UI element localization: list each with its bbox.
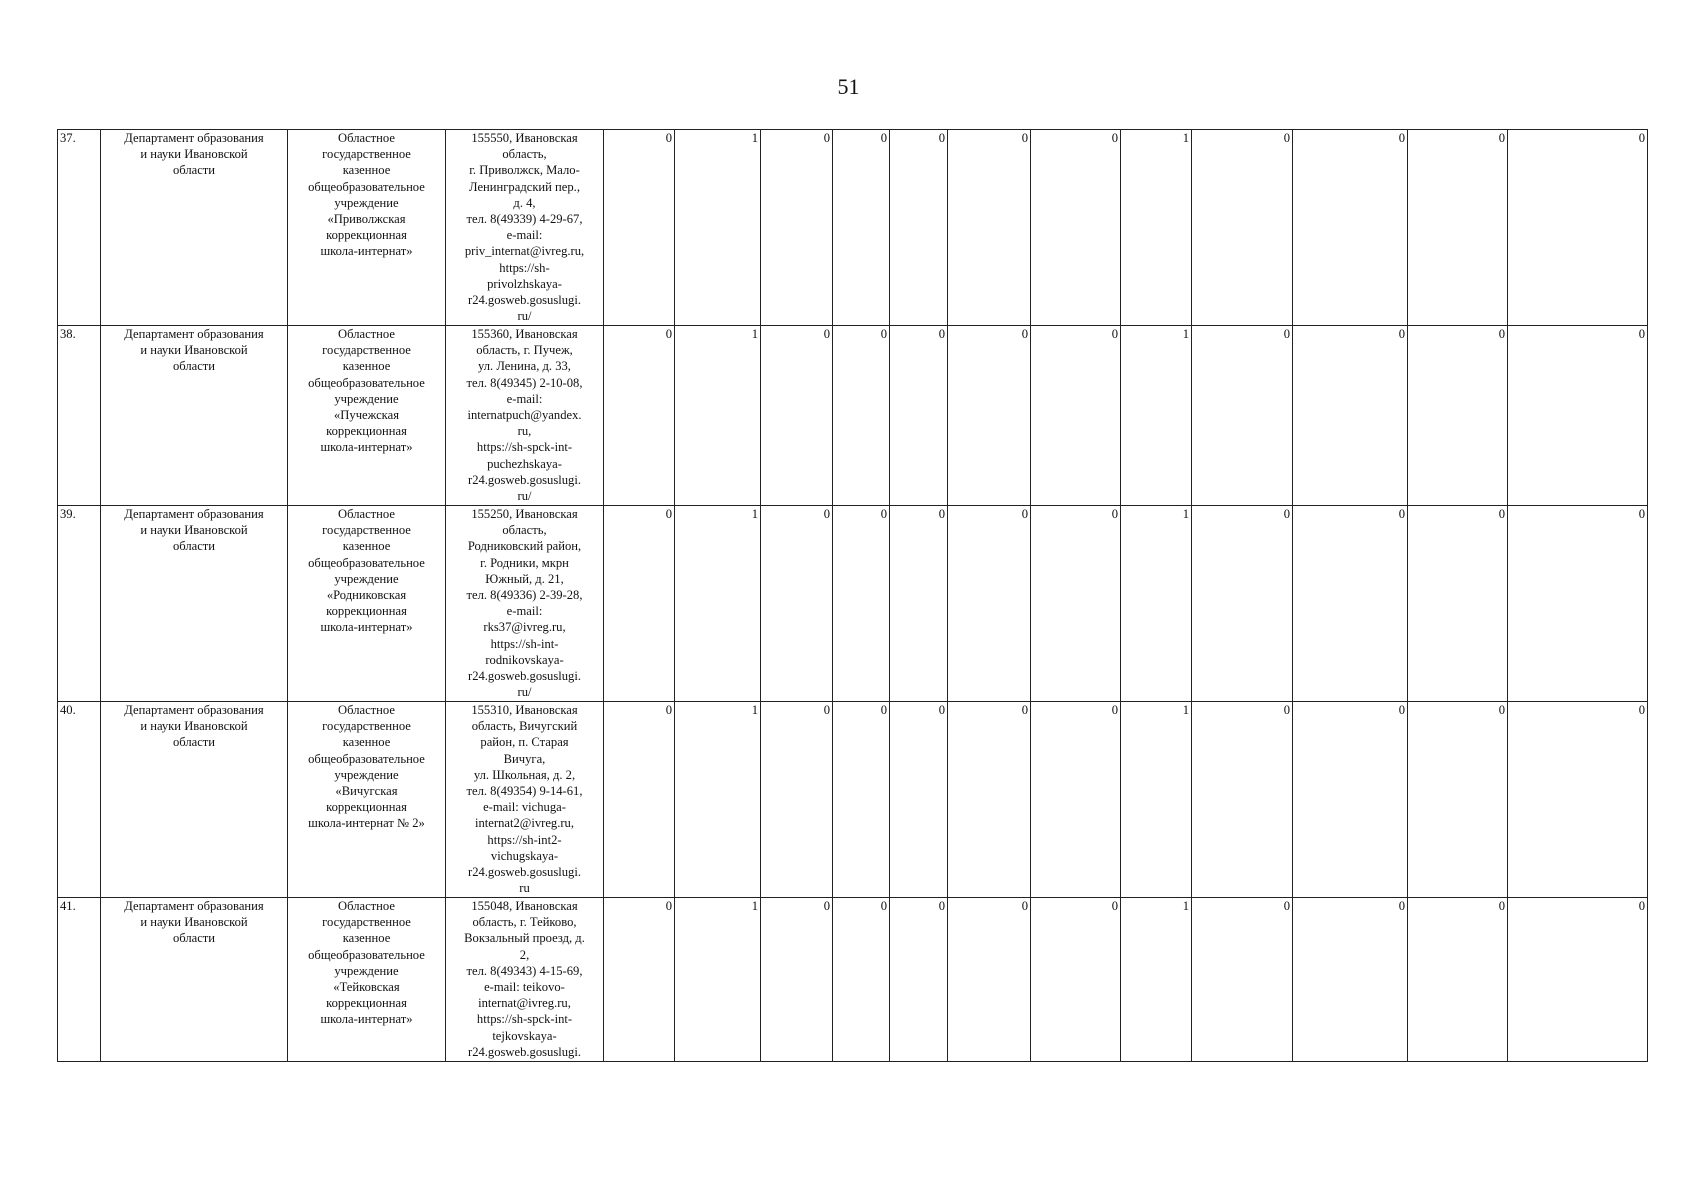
address-cell xyxy=(446,898,604,1062)
organization-line: учреждение xyxy=(334,391,399,406)
department-line: и науки Ивановской xyxy=(140,523,248,538)
department-cell xyxy=(101,326,288,506)
organization-line: Областное xyxy=(338,899,395,913)
department-line: Департамент образования xyxy=(124,703,264,717)
value-cell: 0 xyxy=(1192,506,1293,702)
organization-line: школа-интернат № 2» xyxy=(308,816,425,831)
row-number: 37. xyxy=(58,130,101,326)
department-line: и науки Ивановской xyxy=(140,719,248,734)
value-cell: 0 xyxy=(833,326,890,506)
table-body xyxy=(58,130,1648,1062)
value-cell: 0 xyxy=(1192,898,1293,1062)
organization-line: коррекционная xyxy=(326,996,407,1011)
value-cell: 0 xyxy=(948,326,1031,506)
value-cell: 0 xyxy=(1192,326,1293,506)
value-cell: 1 xyxy=(675,506,761,702)
address-line: puchezhskaya- xyxy=(487,456,562,471)
department-line: Департамент образования xyxy=(124,899,264,913)
value-cell: 0 xyxy=(1192,130,1293,326)
value-cell: 0 xyxy=(1031,326,1121,506)
value-cell: 0 xyxy=(833,898,890,1062)
value-cell: 0 xyxy=(1293,898,1408,1062)
value-cell: 0 xyxy=(833,130,890,326)
value-cell: 0 xyxy=(890,506,948,702)
organization-line: коррекционная xyxy=(326,800,407,815)
value-cell: 0 xyxy=(604,506,675,702)
address-line: ru, xyxy=(517,424,532,439)
table-row xyxy=(58,898,1648,1062)
address-line: 155310, Ивановская xyxy=(471,703,578,717)
address-line: область, Вичугский xyxy=(471,719,578,734)
address-line: область, xyxy=(502,147,547,162)
value-cell: 1 xyxy=(1121,506,1192,702)
address-line: ru/ xyxy=(517,309,532,324)
address-line: rodnikovskaya- xyxy=(485,652,564,667)
address-line: Ленинградский пер., xyxy=(469,179,580,194)
organization-cell xyxy=(288,326,446,506)
value-cell: 0 xyxy=(761,326,833,506)
value-cell: 1 xyxy=(675,326,761,506)
value-cell: 0 xyxy=(890,130,948,326)
organization-line: коррекционная xyxy=(326,604,407,619)
address-line: e-mail: xyxy=(506,604,543,619)
department-line: и науки Ивановской xyxy=(140,915,248,930)
organization-line: общеобразовательное xyxy=(308,375,425,390)
department-line: Департамент образования xyxy=(124,327,264,341)
department-line: Департамент образования xyxy=(124,131,264,145)
value-cell: 1 xyxy=(1121,130,1192,326)
organization-line: государственное xyxy=(322,147,411,162)
department-line: области xyxy=(172,539,216,554)
value-cell: 0 xyxy=(1408,130,1508,326)
organization-line: государственное xyxy=(322,343,411,358)
address-line: Вокзальный проезд, д. xyxy=(464,931,585,946)
value-cell: 0 xyxy=(1293,702,1408,898)
organization-line: государственное xyxy=(322,523,411,538)
value-cell: 0 xyxy=(1192,702,1293,898)
address-line: область, г. Тейково, xyxy=(472,915,577,930)
address-line: 155360, Ивановская xyxy=(471,327,578,341)
address-line: priv_internat@ivreg.ru, xyxy=(464,244,585,259)
address-line: область, xyxy=(502,523,547,538)
organization-line: Областное xyxy=(338,703,395,717)
address-line: ул. Школьная, д. 2, xyxy=(473,767,576,782)
address-line: область, г. Пучеж, xyxy=(476,343,573,358)
value-cell: 0 xyxy=(1293,130,1408,326)
organization-line: Областное xyxy=(338,131,395,145)
organization-line: государственное xyxy=(322,915,411,930)
address-line: https://sh- xyxy=(499,260,550,275)
table-row xyxy=(58,506,1648,702)
address-line: тел. 8(49336) 2-39-28, xyxy=(466,588,583,603)
organization-line: «Вичугская xyxy=(335,784,398,799)
organization-cell xyxy=(288,702,446,898)
value-cell: 1 xyxy=(1121,702,1192,898)
department-line: области xyxy=(172,735,216,750)
organization-cell xyxy=(288,506,446,702)
value-cell: 0 xyxy=(761,130,833,326)
address-line: r24.gosweb.gosuslugi. xyxy=(468,669,581,684)
address-line: privolzhskaya- xyxy=(487,276,562,291)
value-cell: 0 xyxy=(948,898,1031,1062)
value-cell: 0 xyxy=(1408,898,1508,1062)
address-line: vichugskaya- xyxy=(490,848,559,863)
organization-line: «Тейковская xyxy=(333,980,400,995)
address-line: район, п. Старая xyxy=(480,735,569,750)
address-line: 155550, Ивановская xyxy=(471,131,578,145)
table-row xyxy=(58,130,1648,326)
organization-cell xyxy=(288,898,446,1062)
value-cell: 0 xyxy=(948,506,1031,702)
value-cell: 0 xyxy=(761,506,833,702)
value-cell: 0 xyxy=(833,506,890,702)
row-number: 41. xyxy=(58,898,101,1062)
value-cell: 0 xyxy=(604,898,675,1062)
address-line: 155048, Ивановская xyxy=(471,899,578,913)
address-line: https://sh-spck-int- xyxy=(476,1012,573,1027)
address-line: rks37@ivreg.ru, xyxy=(483,620,566,635)
department-cell xyxy=(101,506,288,702)
value-cell: 0 xyxy=(948,130,1031,326)
organization-line: «Родниковская xyxy=(326,588,407,603)
value-cell: 0 xyxy=(761,702,833,898)
address-line: r24.gosweb.gosuslugi. xyxy=(468,293,581,308)
organization-line: казенное xyxy=(342,931,391,946)
address-line: internat2@ivreg.ru, xyxy=(474,816,575,831)
organization-line: «Пучежская xyxy=(334,408,399,423)
table-row xyxy=(58,326,1648,506)
address-line: Вичуга, xyxy=(503,751,546,766)
page-number: 51 xyxy=(837,74,860,99)
value-cell: 0 xyxy=(948,702,1031,898)
department-cell xyxy=(101,130,288,326)
value-cell: 1 xyxy=(675,898,761,1062)
address-cell xyxy=(446,130,604,326)
department-line: и науки Ивановской xyxy=(140,147,248,162)
address-line: e-mail: xyxy=(506,228,543,243)
row-number: 39. xyxy=(58,506,101,702)
department-cell xyxy=(101,898,288,1062)
address-line: r24.gosweb.gosuslugi. xyxy=(468,865,581,880)
value-cell: 0 xyxy=(604,326,675,506)
value-cell: 1 xyxy=(675,702,761,898)
organization-line: школа-интернат» xyxy=(320,244,413,259)
value-cell: 0 xyxy=(761,898,833,1062)
value-cell: 1 xyxy=(1121,326,1192,506)
organization-line: коррекционная xyxy=(326,228,407,243)
address-line: ru xyxy=(519,881,530,896)
address-line: internatpuch@yandex. xyxy=(467,408,582,423)
organization-line: школа-интернат» xyxy=(320,440,413,455)
department-line: области xyxy=(172,359,216,374)
address-line: e-mail: vichuga- xyxy=(483,800,566,815)
address-line: Южный, д. 21, xyxy=(485,571,564,586)
row-number: 38. xyxy=(58,326,101,506)
organization-line: государственное xyxy=(322,719,411,734)
organization-line: учреждение xyxy=(334,571,399,586)
organization-line: казенное xyxy=(342,539,391,554)
value-cell: 0 xyxy=(1508,702,1648,898)
address-line: Родниковский район, xyxy=(467,539,582,554)
organization-line: общеобразовательное xyxy=(308,179,425,194)
organization-line: «Приволжская xyxy=(327,212,406,227)
organization-cell xyxy=(288,130,446,326)
value-cell: 1 xyxy=(1121,898,1192,1062)
address-line: тел. 8(49343) 4-15-69, xyxy=(466,963,583,978)
address-line: г. Приволжск, Мало- xyxy=(469,163,580,178)
organization-line: учреждение xyxy=(334,195,399,210)
address-line: д. 4, xyxy=(513,195,536,210)
value-cell: 0 xyxy=(1408,326,1508,506)
address-line: ru/ xyxy=(517,685,532,700)
address-line: тел. 8(49345) 2-10-08, xyxy=(466,375,583,390)
address-cell xyxy=(446,506,604,702)
address-line: https://sh-int2- xyxy=(487,832,562,847)
value-cell: 0 xyxy=(1031,506,1121,702)
value-cell: 0 xyxy=(1031,702,1121,898)
address-line: r24.gosweb.gosuslugi. xyxy=(468,472,581,487)
organization-line: Областное xyxy=(338,507,395,521)
organization-line: казенное xyxy=(342,163,391,178)
department-line: и науки Ивановской xyxy=(140,343,248,358)
organization-line: учреждение xyxy=(334,767,399,782)
value-cell: 0 xyxy=(1031,898,1121,1062)
organization-line: общеобразовательное xyxy=(308,947,425,962)
value-cell: 0 xyxy=(1508,898,1648,1062)
value-cell: 0 xyxy=(604,130,675,326)
value-cell: 0 xyxy=(890,898,948,1062)
value-cell: 0 xyxy=(604,702,675,898)
address-line: 155250, Ивановская xyxy=(471,507,578,521)
organization-line: казенное xyxy=(342,359,391,374)
address-line: https://sh-int- xyxy=(490,636,559,651)
value-cell: 0 xyxy=(890,702,948,898)
value-cell: 0 xyxy=(833,702,890,898)
row-number: 40. xyxy=(58,702,101,898)
address-line: 2, xyxy=(519,947,530,962)
address-line: г. Родники, мкрн xyxy=(480,555,569,570)
value-cell: 0 xyxy=(1408,506,1508,702)
address-line: тел. 8(49354) 9-14-61, xyxy=(466,784,583,799)
data-table xyxy=(57,129,1648,1062)
address-line: e-mail: teikovo- xyxy=(484,980,565,995)
value-cell: 0 xyxy=(1031,130,1121,326)
organization-line: учреждение xyxy=(334,963,399,978)
value-cell: 0 xyxy=(1293,506,1408,702)
department-line: области xyxy=(172,163,216,178)
organization-line: общеобразовательное xyxy=(308,555,425,570)
address-cell xyxy=(446,702,604,898)
value-cell: 0 xyxy=(1293,326,1408,506)
address-line: e-mail: xyxy=(506,391,543,406)
organization-line: Областное xyxy=(338,327,395,341)
organization-line: школа-интернат» xyxy=(320,1012,413,1027)
address-line: tejkovskaya- xyxy=(492,1028,557,1043)
department-line: области xyxy=(172,931,216,946)
department-cell xyxy=(101,702,288,898)
address-line: https://sh-spck-int- xyxy=(476,440,573,455)
value-cell: 0 xyxy=(1408,702,1508,898)
organization-line: казенное xyxy=(342,735,391,750)
address-line: ru/ xyxy=(517,489,532,504)
table-row xyxy=(58,702,1648,898)
address-line: internat@ivreg.ru, xyxy=(478,996,571,1011)
address-line: тел. 8(49339) 4-29-67, xyxy=(466,212,583,227)
value-cell: 0 xyxy=(1508,130,1648,326)
organization-line: школа-интернат» xyxy=(320,620,413,635)
organization-line: общеобразовательное xyxy=(308,751,425,766)
value-cell: 0 xyxy=(890,326,948,506)
value-cell: 0 xyxy=(1508,506,1648,702)
organization-line: коррекционная xyxy=(326,424,407,439)
address-line: r24.gosweb.gosuslugi. xyxy=(468,1044,581,1059)
value-cell: 1 xyxy=(675,130,761,326)
department-line: Департамент образования xyxy=(124,507,264,521)
value-cell: 0 xyxy=(1508,326,1648,506)
address-cell xyxy=(446,326,604,506)
address-line: ул. Ленина, д. 33, xyxy=(478,359,571,374)
